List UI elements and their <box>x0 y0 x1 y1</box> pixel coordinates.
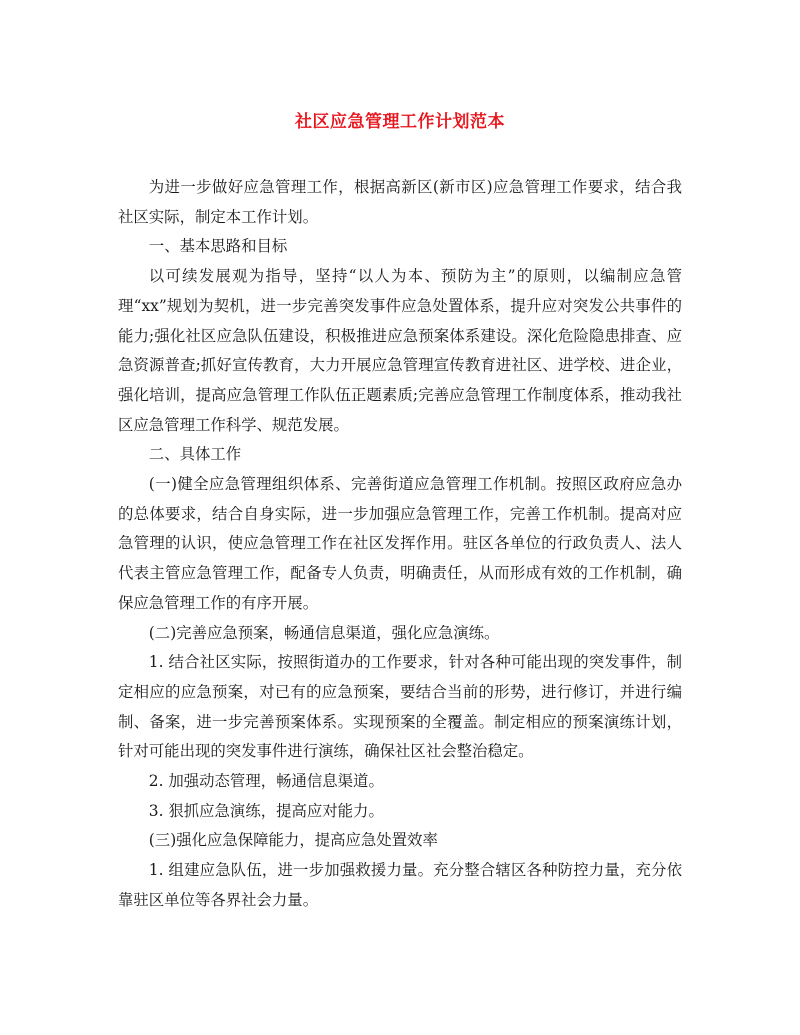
document-body <box>118 173 682 916</box>
section-heading-1: 一、基本思路和目标 <box>148 237 288 256</box>
intro-paragraph: 为进一步做好应急管理工作，根据高新区(新市区)应急管理工作要求，结合我社区实际，制定本工作计划。 <box>118 178 682 226</box>
subsection-2-item-2: 2. 加强动态管理，畅通信息渠道。 <box>148 772 384 791</box>
section-heading-2: 二、具体工作 <box>148 445 242 464</box>
document-title: 社区应急管理工作计划范本 <box>295 112 505 132</box>
subsection-1-paragraph: (一)健全应急管理组织体系、完善街道应急管理工作机制。按照区政府应急办的总体要求，结合自身实际，进一步加强应急管理工作，完善工作机制。提高对应急管理的认识，使应急管理工作在社区发挥作用。驻区各单位的行政负责人、法人代表主管应急管理工作，配备专人负责，明确责任，从而形成有效的工作机制，确保应急管理工作的有序开展。 <box>118 475 682 612</box>
subsection-3-heading: (三)强化应急保障能力，提高应急处置效率 <box>148 831 438 850</box>
section-1-paragraph: 以可续发展观为指导，坚持“以人为本、预防为主”的原则，以编制应急管理“xx”规划为契机，进一步完善突发事件应急处置体系，提升应对突发公共事件的能力;强化社区应急队伍建设，积极推进应急预案体系建设。深化危险隐患排查、应急资源普查;抓好宣传教育，大力开展应急管理宣传教育进社区、进学校、进企业，强化培训，提高应急管理工作队伍正题素质;完善应急管理工作制度体系，推动我社区应急管理工作科学、规范发展。 <box>118 267 682 434</box>
subsection-2-item-3: 3. 狠抓应急演练，提高应对能力。 <box>148 801 384 820</box>
subsection-3-item-1: 1. 组建应急队伍，进一步加强救援力量。充分整合辖区各种防控力量，充分依靠驻区单位等各界社会力量。 <box>118 861 682 909</box>
subsection-2-item-1: 1. 结合社区实际，按照街道办的工作要求，针对各种可能出现的突发事件，制定相应的应急预案，对已有的应急预案，要结合当前的形势，进行修订，并进行编制、备案，进一步完善预案体系。实现预案的全覆盖。制定相应的预案演练计划，针对可能出现的突发事件进行演练，确保社区社会整治稳定。 <box>118 653 682 761</box>
subsection-2-heading: (二)完善应急预案，畅通信息渠道，强化应急演练。 <box>148 623 500 642</box>
